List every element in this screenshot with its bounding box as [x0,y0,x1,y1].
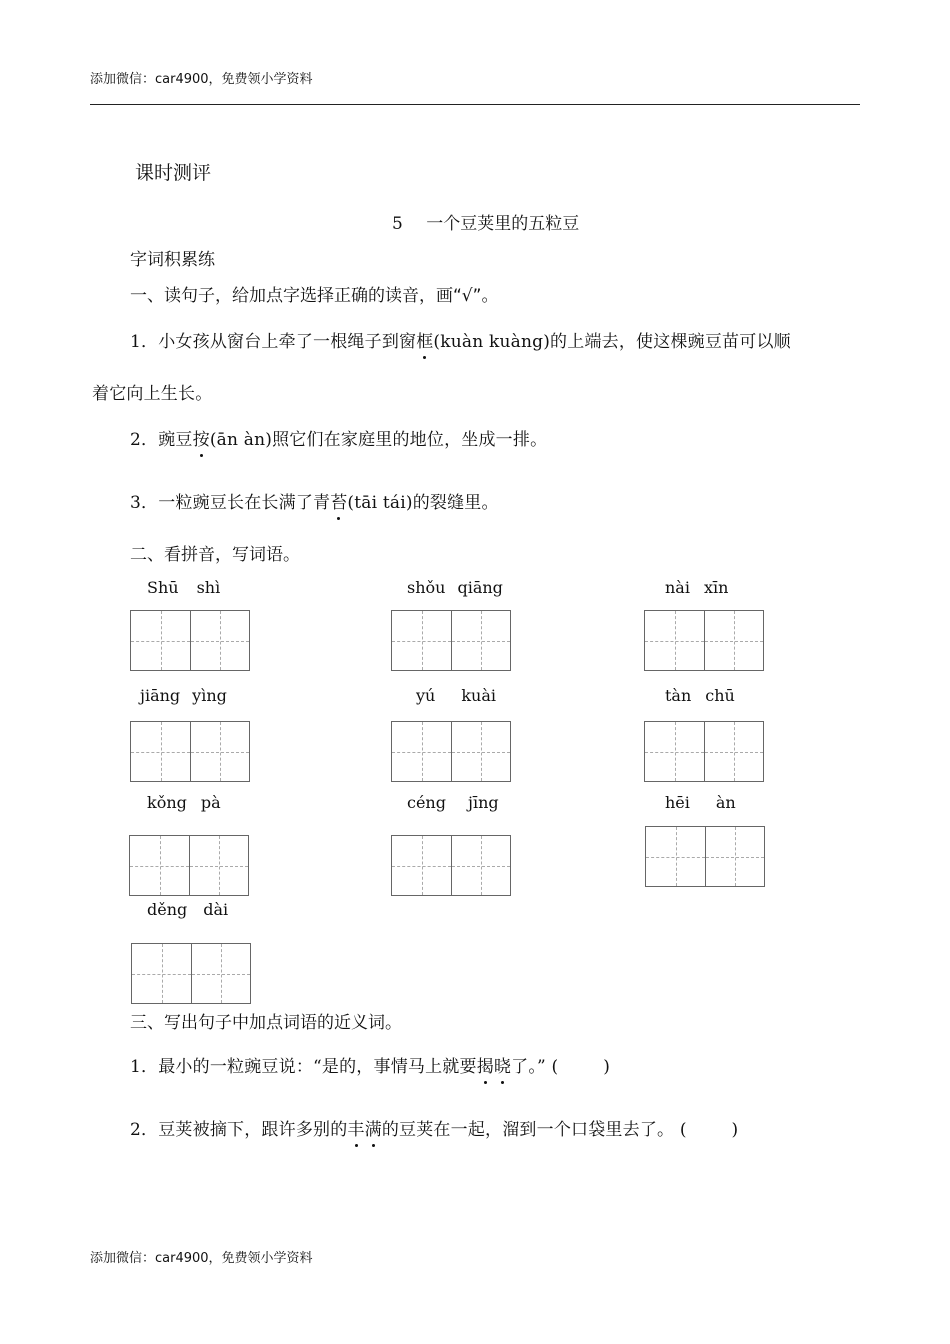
dotted-char: 丰 [347,1115,364,1140]
pinyin-syllable: céng [407,793,446,812]
question-text: 2．豌豆 [130,430,193,450]
question-text: 2．豆荚被摘下，跟许多别的 [130,1120,348,1140]
question-text-rest: (kuàn kuàng)的上端去，使这棵豌豆苗可以顺 [433,332,791,352]
pinyin-syllable: tàn [665,686,692,705]
pinyin-syllable: Shū [147,578,179,597]
grid-cell[interactable] [132,944,191,1003]
question-1-1-line2: 着它向上生长。 [92,384,213,404]
grid-cell[interactable] [131,722,190,781]
pinyin-6 [665,686,735,705]
grid-cell[interactable] [645,722,704,781]
writing-grid-6[interactable] [644,721,764,782]
dotted-char: 揭 [477,1052,494,1077]
section-2-title: 二、看拼音，写词语。 [130,545,300,565]
grid-cell[interactable] [392,611,451,670]
question-text-rest: (ān àn)照它们在家庭里的地位，坐成一排。 [209,430,548,450]
question-3-2 [130,1115,738,1140]
pinyin-syllable: pà [200,793,221,812]
pinyin-syllable: jiāng [140,686,181,705]
pinyin-1 [147,578,220,597]
question-text-rest: (tāi tái)的裂缝里。 [347,493,499,513]
grid-cell[interactable] [392,836,451,895]
grid-cell[interactable] [704,722,763,781]
question-text: 3．一粒豌豆长在长满了青 [130,493,331,513]
pinyin-8 [407,793,499,812]
pinyin-10 [147,900,228,919]
lesson-name: 一个豆荚里的五粒豆 [426,214,580,234]
grid-cell[interactable] [646,827,705,886]
pinyin-syllable: hēi [665,793,690,812]
grid-cell[interactable] [451,722,510,781]
question-text-rest: 的豆荚在一起，溜到一个口袋里去了。 ( [381,1120,687,1140]
header-rule [90,104,860,105]
pinyin-syllable: dài [203,900,229,919]
grid-cell[interactable] [645,611,704,670]
grid-cell[interactable] [191,944,250,1003]
pinyin-syllable: kuài [461,686,496,705]
question-text: 1．最小的一粒豌豆说：“是的，事情马上就要 [130,1057,477,1077]
question-1-1 [130,327,791,352]
grid-cell[interactable] [704,611,763,670]
pinyin-syllable: děng [147,900,188,919]
grid-cell[interactable] [131,611,190,670]
writing-grid-1[interactable] [130,610,250,671]
grid-cell[interactable] [189,836,248,895]
header-note: 添加微信：car4900，免费领小学资料 [90,72,313,87]
pinyin-7 [147,793,221,812]
dotted-char: 按 [193,425,210,450]
lesson-title [392,209,579,234]
dotted-char: 苔 [330,488,347,513]
grid-cell[interactable] [130,836,189,895]
pinyin-5 [416,686,496,705]
dotted-char: 满 [365,1115,382,1140]
pinyin-9 [665,793,736,812]
writing-grid-10[interactable] [131,943,251,1004]
pinyin-syllable: àn [715,793,736,812]
pinyin-syllable: nài [665,578,690,597]
writing-grid-7[interactable] [129,835,249,896]
footer-note: 添加微信：car4900，免费领小学资料 [90,1251,313,1266]
lesson-number: 5 [392,214,403,234]
close-paren: ) [603,1057,611,1077]
grid-cell[interactable] [392,722,451,781]
writing-grid-4[interactable] [130,721,250,782]
pinyin-syllable: xīn [703,578,729,597]
test-title: 课时测评 [135,162,212,184]
pinyin-syllable: jīng [467,793,499,812]
pinyin-syllable: shǒu [407,578,446,597]
question-1-2 [130,425,547,450]
pinyin-syllable: yú [416,686,436,705]
writing-grid-8[interactable] [391,835,511,896]
pinyin-syllable: yìng [192,686,227,705]
writing-grid-9[interactable] [645,826,765,887]
grid-cell[interactable] [451,836,510,895]
pinyin-3 [665,578,728,597]
writing-grid-2[interactable] [391,610,511,671]
grid-cell[interactable] [190,611,249,670]
pinyin-syllable: kǒng [147,793,187,812]
dotted-char: 晓 [494,1052,511,1077]
pinyin-syllable: qiāng [457,578,503,597]
close-paren: ) [731,1120,739,1140]
writing-grid-5[interactable] [391,721,511,782]
pinyin-syllable: chū [705,686,735,705]
answer-blank[interactable] [687,1120,732,1140]
grid-cell[interactable] [705,827,764,886]
section-1-title: 一、读句子，给加点字选择正确的读音，画“√”。 [130,286,499,306]
pinyin-syllable: shì [196,578,221,597]
grid-cell[interactable] [451,611,510,670]
question-3-1 [130,1052,610,1077]
answer-blank[interactable] [558,1057,603,1077]
grid-cell[interactable] [190,722,249,781]
question-1-3 [130,488,499,513]
question-text: 1．小女孩从窗台上牵了一根绳子到窗 [130,332,417,352]
dotted-char: 框 [416,327,433,352]
question-text-rest: 了。” ( [511,1057,559,1077]
pinyin-4 [140,686,227,705]
writing-grid-3[interactable] [644,610,764,671]
section-3-title: 三、写出句子中加点词语的近义词。 [130,1013,402,1033]
section-vocab-title: 字词积累练 [130,250,215,270]
pinyin-2 [407,578,503,597]
